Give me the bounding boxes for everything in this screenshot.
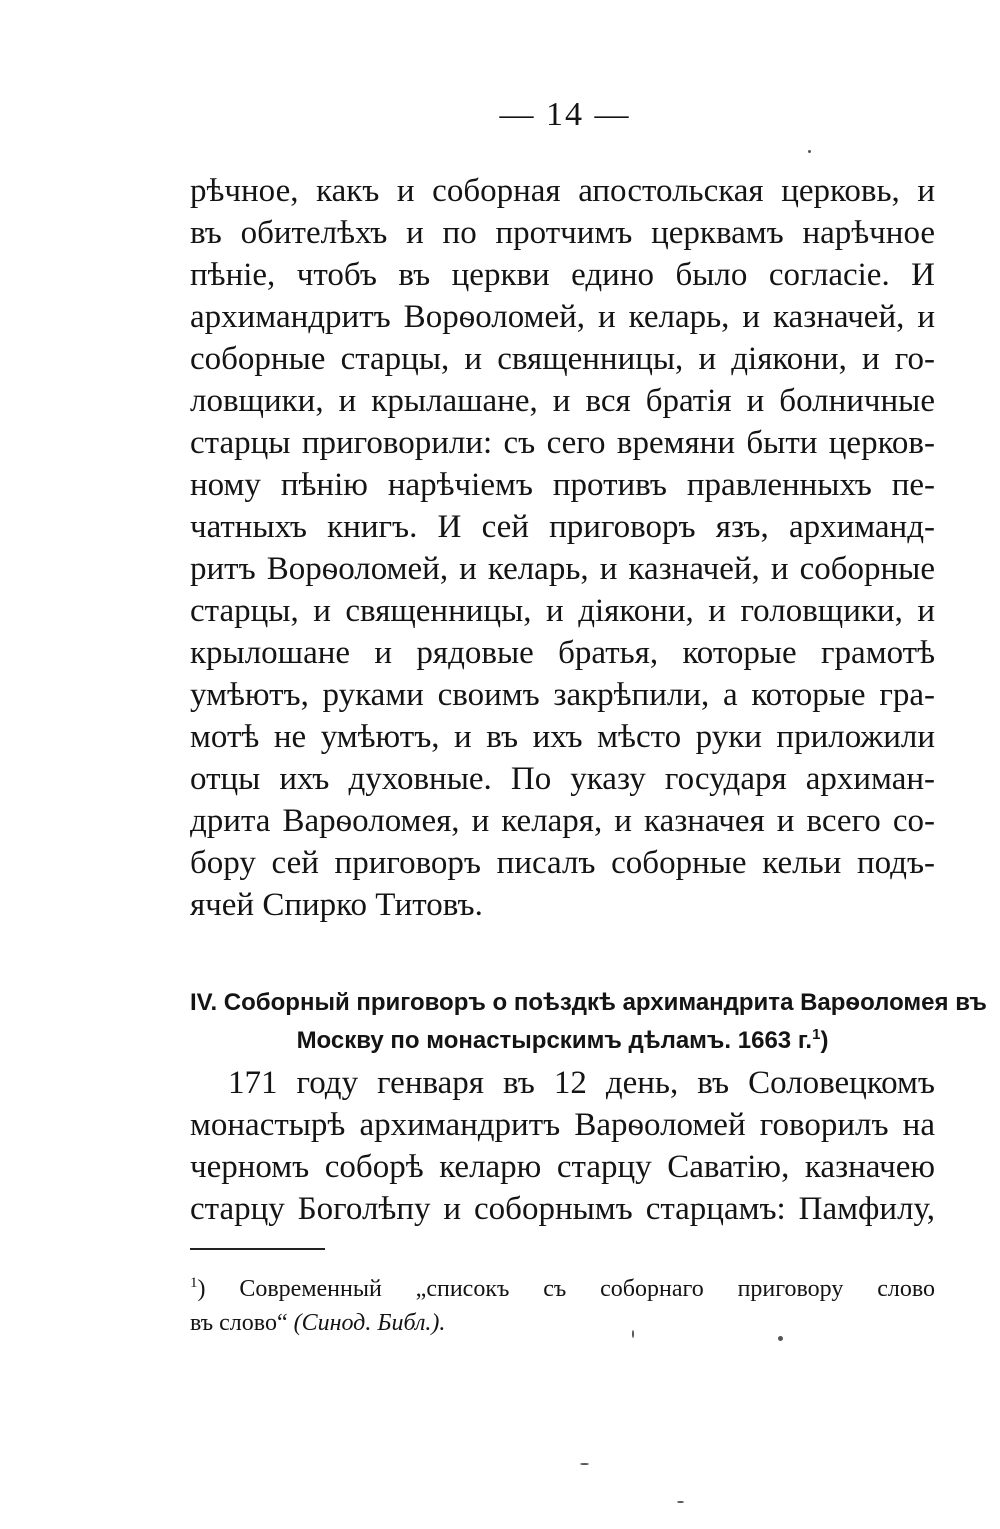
text-line: рѣчное, какъ и соборная апостольская церковь, и xyxy=(190,173,935,209)
print-speck xyxy=(632,1330,634,1338)
text-line: въ обителѣхъ и по протчимъ церквамъ нарѣчное xyxy=(190,215,935,251)
footnote-reference-paren: ) xyxy=(820,1027,829,1054)
footnote-mark: 1 xyxy=(190,1275,198,1291)
text-line: ритъ Ворѳоломей, и келарь, и казначей, и соборные xyxy=(190,551,935,587)
footnote-line xyxy=(190,1306,935,1340)
print-speck xyxy=(778,1336,783,1341)
heading-line xyxy=(190,1022,935,1060)
page-number: — 14 — xyxy=(499,96,631,133)
footnote-line xyxy=(190,1272,935,1306)
footnote-divider xyxy=(190,1248,325,1250)
text-line: отцы ихъ духовные. По указу государя архиман- xyxy=(190,761,935,797)
text-line: ному пѣнію нарѣчіемъ противъ правленныхъ пе- xyxy=(190,467,935,503)
footnote-text: въ слово“ xyxy=(190,1310,288,1336)
footnote-mark-paren: ) xyxy=(197,1276,206,1302)
text-line: дрита Варѳоломея, и келаря, и казначея и всего со- xyxy=(190,803,935,839)
text-line: умѣютъ, руками своимъ закрѣпили, а которые гра- xyxy=(190,677,935,713)
text-line: чатныхъ книгъ. И сей приговоръ язъ, архиманд- xyxy=(190,509,935,545)
text-line: монастырѣ архимандритъ Варѳоломей говорилъ на xyxy=(190,1107,935,1143)
text-line: бору сей приговоръ писалъ соборные кельи подъ- xyxy=(190,845,935,881)
print-speck xyxy=(580,1463,589,1465)
print-speck xyxy=(677,1501,684,1503)
text-line: старцу Боголѣпу и соборнымъ старцамъ: Памфилу, xyxy=(190,1191,935,1227)
text-line: ловщики, и крылашане, и вся братія и болничные xyxy=(190,383,935,419)
text-line: пѣніе, чтобъ въ церкви едино было согласіе. И xyxy=(190,257,935,293)
footnote-source: (Синод. Библ.). xyxy=(293,1310,446,1336)
text-line: архимандритъ Ворѳоломей, и келарь, и казначей, и xyxy=(190,299,935,335)
main-paragraph xyxy=(190,170,935,926)
print-speck xyxy=(808,150,811,153)
text-line: старцы приговорили: съ сего времяни быти церков- xyxy=(190,425,935,461)
text-line: ячей Спирко Титовъ. xyxy=(190,887,483,923)
heading-line-text: Москву по монастырскимъ дѣламъ. 1663 г. xyxy=(296,1027,813,1054)
text-line: соборные старцы, и священницы, и діякони, и го- xyxy=(190,341,935,377)
heading-line: IV. Соборный приговоръ о поѣздкѣ архимандрита Варѳоломея въ xyxy=(190,989,987,1016)
second-paragraph xyxy=(190,1062,935,1230)
footnote-text: Современный „списокъ съ соборнаго приговору слово xyxy=(239,1276,936,1302)
text-line: черномъ соборѣ келарю старцу Саватію, казначею xyxy=(190,1149,935,1185)
footnote-reference: 1 xyxy=(812,1026,821,1043)
text-line: крылошане и рядовые братья, которые грамотѣ xyxy=(190,635,935,671)
section-heading xyxy=(190,984,987,1060)
text-line: 171 году генваря въ 12 день, въ Соловецкомъ xyxy=(228,1065,935,1101)
text-line: старцы, и священницы, и діякони, и головщики, и xyxy=(190,593,935,629)
footnote xyxy=(190,1272,935,1340)
text-line: мотѣ не умѣютъ, и въ ихъ мѣсто руки приложили xyxy=(190,719,935,755)
